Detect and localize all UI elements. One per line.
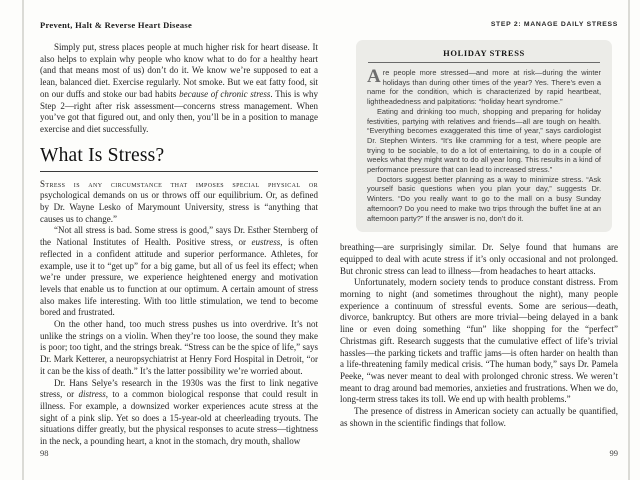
drop-cap: A [367, 66, 381, 87]
sidebar-title: HOLIDAY STRESS [443, 48, 525, 58]
page-edge-right [628, 0, 630, 480]
sidebar-paragraph: Doctors suggest better planning as a way to minimize stress. “Ask yourself basic questions when you plan your day,” suggests Dr. Winters. “Do you really want to go to the mall on a busy Sunday afternoon? Do you need to make two trips through the buffet line at an afternoon party?” If the answer is no, don’t do it. [367, 174, 601, 223]
paragraph: On the other hand, too much stress pushes us into overdrive. It’s not unlike the strings on a violin. When they’re too loose, the sound they make is poor; too tight, and the strings break. “Stress can be the spice of life,” says Dr. Mark Ketterer, a neuropsychiatrist at Henry Ford Hospital in Detroit, “or it can be the kiss of death.” It’s the latter possibility we’re worried about. [40, 319, 318, 376]
sidebar-title-rule [368, 62, 600, 63]
paragraph: “Not all stress is bad. Some stress is good,” says Dr. Esther Sternberg of the National Institutes of Health. Positive stress, or eustress, is often reflected in a confident attitude and superior performance. Athletes, for example, use it to “get up” for a big game, but all of us feel its effect; when we’re under pressure, we experience heightened energy and motivation levels that enable us to function at our optimum. A certain amount of stress also makes life interesting. With too little stimulation, we tend to become bored and frustrated. [40, 225, 318, 318]
paragraph-intro: Simply put, stress places people at much higher risk for heart disease. It also helps to explain why people who know what to do for a healthy heart (and that means most of us) don’t do it. We know we’re supposed to eat a lean, balanced diet. Exercise regularly. Not smoke. But we eat fatty food, sit on our duffs and stoke our bad habits because of chronic stress. This is why Step 2—right after risk assessment—concerns stress management. When you’ve got that figured out, and only then, you’ll be in a position to manage exercise and diet successfully. [40, 42, 318, 134]
sidebar-paragraph [367, 68, 601, 107]
paragraph-lead-smallcaps: Stress is any circumstance that imposes special physical or psychological demands on us or throws off our equilibrium. Or, as defined by Dr. Wayne Lesko of Marymount University, stress is “anything that causes us to change.” [40, 178, 318, 224]
sidebar-holiday-stress [356, 40, 612, 232]
running-head-book-title: Prevent, Halt & Reverse Heart Disease [40, 20, 193, 30]
sidebar-paragraph: Eating and drinking too much, shopping and preparing for holiday festivities, partying with relatives and friends—all are tough on health. “Everything becomes exaggerated this time of year,” says cardiologist Dr. Stephen Winters. “It’s like cramming for a test, where people are trying to be sociable, to do a lot of entertaining, to do in a couple of weeks what they might want to do all year long. This results in a kind of performance pressure that can lead to increased stress.” [367, 106, 601, 175]
running-head-chapter: STEP 2: MANAGE DAILY STRESS [490, 21, 618, 28]
sidebar-paragraph-text: re people more stressed—and more at risk—during the winter holidays than during other times of the year? Yes. There’s even a name for the condition, which is characterized by rapid heartbeat, lightheadedness and palpitations: “holiday heart syndrome.” [367, 68, 601, 107]
page-number-right: 99 [609, 448, 618, 458]
page-number-left: 98 [40, 448, 49, 458]
paragraph: Unfortunately, modern society tends to produce constant distress. From morning to night (and sometimes throughout the night), many people experience a continuum of stressful events. Some are serious—death, divorce, bankruptcy. But others are more trivial—being delayed in a bank line or even doing something “fun” like shopping for the “perfect” Christmas gift. Research suggests that the cumulative effect of life’s trivial hassles—the parking tickets and traffic jams—is often harder on health than a life-threatening family medical crisis. “The human body,” says Dr. Pamela Peeke, “was never meant to deal with prolonged chronic stress. We weren’t meant to drag around bad memories, anxieties and frustrations. When we do, long-term stress takes its toll. We end up with health problems.” [340, 277, 618, 405]
paragraph: Dr. Hans Selye’s research in the 1930s was the first to link negative stress, or distress, to a common biological response that could result in illness. For example, a downsized worker experiences acute stress at the sight of a pink slip. Yet so does a 15-year-old at cheerleading tryouts. The situations differ greatly, but the physical responses to acute stress—tightness in the neck, a pounding heart, a knot in the stomach, dry mouth, shallow [40, 377, 318, 447]
left-page-column [40, 42, 318, 448]
page-edge-left [22, 0, 24, 480]
paragraph: The presence of distress in American society can actually be quantified, as shown in the scientific findings that follow. [340, 406, 618, 428]
paragraph-continuation: breathing—are surprisingly similar. Dr. Selye found that humans are equipped to deal with acute stress if it’s only occasional and not prolonged. But chronic stress can lead to illness—from headaches to heart attacks. [340, 242, 618, 276]
section-heading: What Is Stress? [40, 144, 165, 166]
right-page-column [340, 40, 618, 430]
heading-rule [40, 171, 318, 172]
